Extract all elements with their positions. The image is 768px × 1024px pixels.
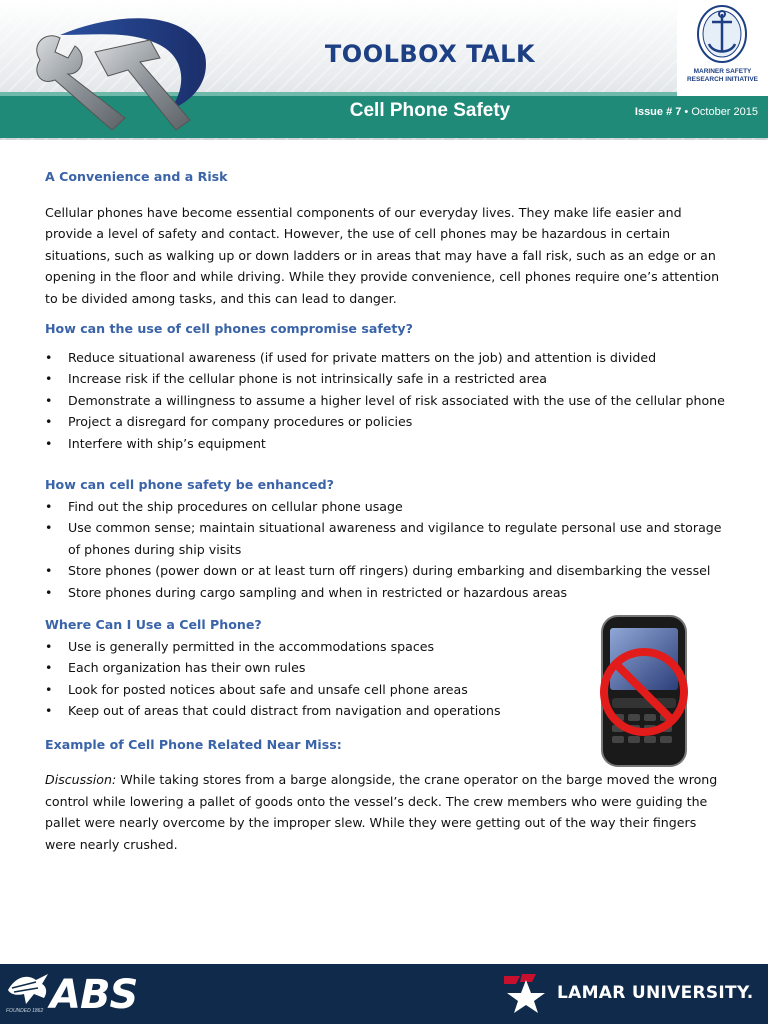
section-heading-convenience: A Convenience and a Risk: [45, 169, 228, 184]
section-heading-example: Example of Cell Phone Related Near Miss:: [45, 736, 342, 752]
abs-founded: FOUNDED 1862: [6, 1008, 44, 1014]
list-item: • Use is generally permitted in the accommodations spaces: [45, 636, 525, 658]
issue-separator: •: [681, 106, 692, 118]
list-item: • Store phones during cargo sampling and when in restricted or hazardous areas: [45, 582, 725, 604]
list-item: • Keep out of areas that could distract from navigation and operations: [45, 700, 525, 722]
discussion-body: While taking stores from a barge alongside, the crane operator on the barge moved the wrong control while lowering a pallet of goods onto the vessel’s deck. The crew members who were guiding the pallet were nearly overcome by the improper slew. While they were getting out of the way their fingers were nearly crushed.: [45, 772, 718, 852]
discussion-paragraph: [45, 769, 725, 855]
list-item: • Use common sense; maintain situational awareness and vigilance to regulate personal use and storage of phones during ship visits: [45, 517, 725, 560]
page-title: TOOLBOX TALK: [324, 40, 536, 68]
list-item: • Increase risk if the cellular phone is not intrinsically safe in a restricted area: [45, 368, 725, 390]
star-icon: [500, 970, 552, 1014]
anchor-seal-icon: [677, 0, 768, 68]
section-heading-compromise: How can the use of cell phones compromise safety?: [45, 321, 413, 336]
list-item: • Project a disregard for company procedures or policies: [45, 411, 725, 433]
eagle-icon: [6, 970, 52, 1008]
abs-logo-text: ABS: [50, 972, 138, 1018]
issue-number: Issue # 7: [634, 106, 682, 118]
issue-date: October 2015: [691, 106, 758, 118]
msri-logo: [677, 0, 768, 96]
list-enhanced: [45, 496, 725, 604]
lamar-logo-text: LAMAR UNIVERSITY.: [557, 983, 754, 1003]
page-header: [0, 0, 768, 140]
list-item: • Reduce situational awareness (if used for private matters on the job) and attention is divided: [45, 347, 725, 369]
list-item: • Find out the ship procedures on cellular phone usage: [45, 496, 725, 518]
section-heading-enhanced: How can cell phone safety be enhanced?: [45, 477, 334, 492]
list-item: • Demonstrate a willingness to assume a higher level of risk associated with the use of the cellular phone: [45, 390, 725, 412]
list-item: • Each organization has their own rules: [45, 657, 525, 679]
no-cell-phone-icon: [596, 614, 692, 768]
list-item: • Interfere with ship’s equipment: [45, 433, 725, 455]
page-subtitle: Cell Phone Safety: [349, 100, 511, 121]
list-item: • Look for posted notices about safe and unsafe cell phone areas: [45, 679, 525, 701]
list-compromise: [45, 347, 725, 455]
list-where: [45, 636, 525, 722]
discussion-label: Discussion:: [45, 772, 117, 787]
logo-caption: MARINER SAFETY RESEARCH INITIATIVE: [686, 68, 759, 83]
issue-info: [635, 106, 758, 118]
section-body-convenience: Cellular phones have become essential components of our everyday lives. They make life easier and provide a level of safety and contact. However, the use of cell phones may be hazardous in certain situations, such as walking up or down ladders or in areas that may have a fall risk, such as an edge or an opening in the floor and while driving. While they provide convenience, cell phones require one’s attention to be divided among tasks, and this can lead to danger.: [45, 204, 720, 306]
section-heading-where: Where Can I Use a Cell Phone?: [45, 617, 262, 632]
list-item: • Store phones (power down or at least turn off ringers) during embarking and disembarking the vessel: [45, 560, 725, 582]
wrench-hammer-icon: [0, 0, 250, 140]
